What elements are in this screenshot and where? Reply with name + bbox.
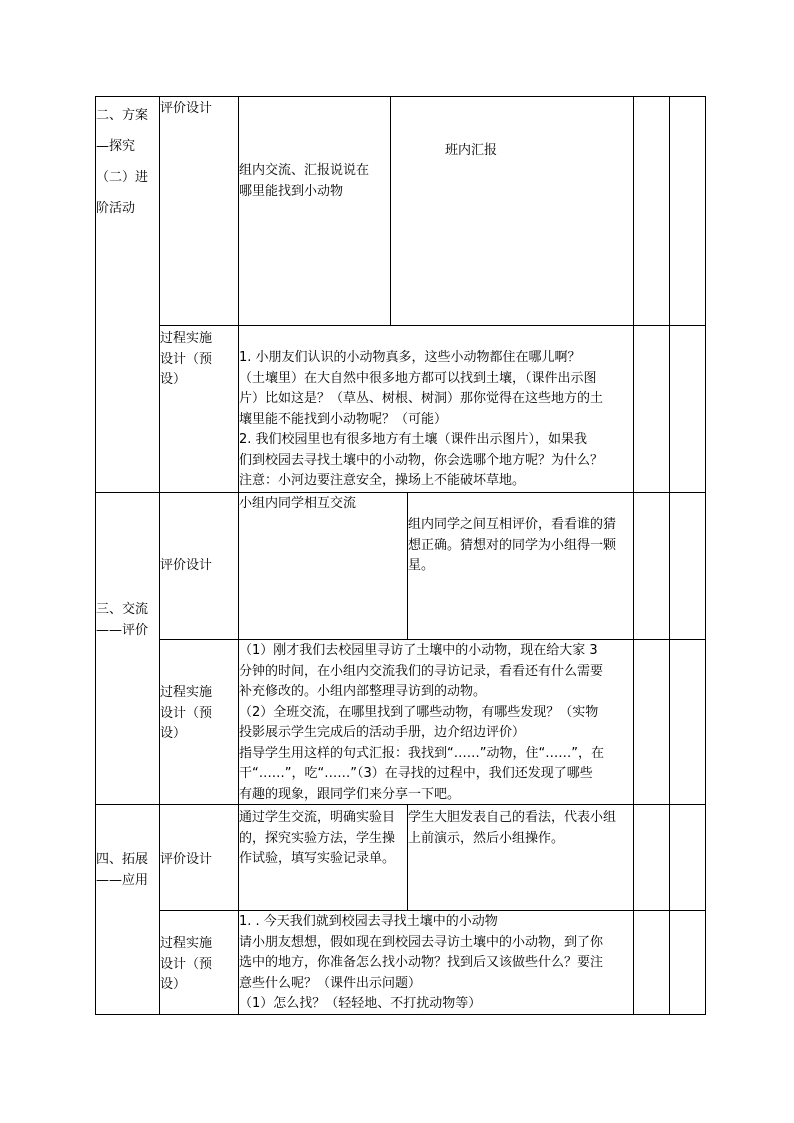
table-border	[669, 96, 670, 1015]
table-border	[238, 96, 239, 1015]
table-border	[390, 96, 391, 325]
evaluation-design-label: 评价设计	[160, 852, 213, 867]
evaluation-design-label: 评价设计	[160, 558, 213, 573]
stage-label: 二、方案 —探究 （二）进 阶活动	[96, 108, 149, 216]
evaluation-design-label: 评价设计	[160, 101, 213, 116]
teacher-activity-cell: 学生大胆发表自己的看法，代表小组 上前演示，然后小组操作。	[408, 810, 617, 846]
table-border	[159, 639, 706, 640]
process-design-label: 过程实施 设计（预 设）	[160, 331, 213, 387]
table-border	[705, 96, 706, 1015]
student-activity-cell: 通过学生交流，明确实验目 的，探究实验方法，学生操 作试验，填写实验记录单。	[239, 810, 396, 866]
student-activity-cell: 组内交流、汇报说说在 哪里能找到小动物	[239, 163, 370, 199]
process-design-label: 过程实施 设计（预 设）	[160, 936, 213, 992]
stage-label: 四、拓展 ——应用	[96, 852, 149, 888]
process-content-cell: 1. 小朋友们认识的小动物真多，这些小动物都住在哪儿啊？ （土壤里）在大自然中很多地方都可以找到土壤，（课件出示图 片）比如这是？（草丛、树根、树洞）那你觉得在这些地方的土 壤里能不能找到小动物呢？（可能） 2. 我们校园里也有很多地方有土壤（课件出示图片），如果我 们到校园去寻找土壤中的小动物，你会选哪个地方呢？为什么？ 注意：小河边要注意安全，操场上不能破坏草地。	[239, 350, 604, 488]
process-content-cell: （1）刚才我们去校园里寻访了土壤中的小动物，现在给大家 3 分钟的时间，在小组内交流我们的寻访记录，看看还有什么需要 补充修改的。小组内部整理寻访到的动物。 （2）全班交流，在哪里找到了哪些动物，有哪些发现？（实物 投影展示学生完成后的活动手册，边介绍边评价） 指导学生用这样的句式汇报：我找到“……”动物，住“……”，在 干“……”，吃“……”（3）在寻找的过程中，我们还发现了哪些 有趣的现象，跟同学们来分享一下吧。	[239, 643, 604, 802]
table-border	[159, 910, 706, 911]
table-border	[95, 96, 706, 97]
table-border	[159, 325, 706, 326]
stage-label: 三、交流 ——评价	[96, 602, 149, 638]
process-content-cell: 1. . 今天我们就到校园去寻找土壤中的小动物 请小朋友想想，假如现在到校园去寻访土壤中的小动物，到了你 选中的地方，你准备怎么找小动物？找到后又该做些什么？要注 意些什么呢？（课件出示问题） （1）怎么找？（轻轻地、不打扰动物等）	[239, 914, 604, 1011]
teacher-activity-cell: 组内同学之间互相评价，看看谁的猜 想正确。猜想对的同学为小组得一颗 星。	[408, 517, 617, 573]
table-border	[95, 492, 706, 493]
process-design-label: 过程实施 设计（预 设）	[160, 685, 213, 741]
teacher-activity-cell: 班内汇报	[445, 143, 498, 158]
student-activity-cell: 小组内同学相互交流	[239, 496, 357, 511]
